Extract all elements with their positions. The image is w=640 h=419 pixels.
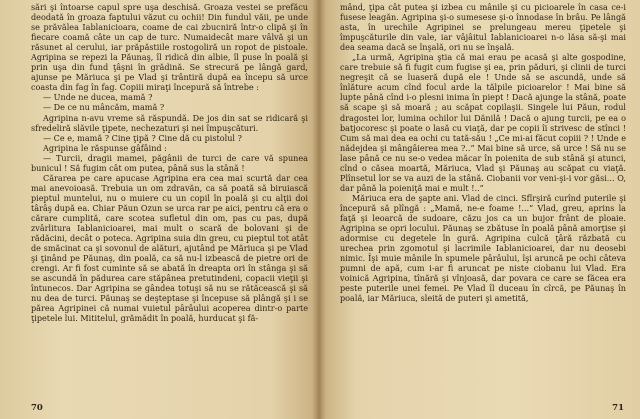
paragraph: — Ce e, mamă ? Cine ţipă ? Cine dă cu pistolul ? bbox=[43, 132, 242, 143]
paragraph: Agripina n-avu vreme să răspundă. De jos din sat se ridicară şi sfredeliră slăvile ţipete, nechezaturi şi nei împuşcături. bbox=[31, 112, 308, 133]
left-page-text bbox=[31, 2, 308, 324]
paragraph: Cărarea pe care apucase Agripina era cea mai scurtă dar cea mai anevoioasă. Trebuia un om zdravăn, ca să poată să biruiască pieptul muntelui, nu o muiere cu un copil în poală şi cu alţii doi târâş după ea. Chiar Păun Ozun se urca rar pe aici, pentru că era o cărare cumplită, care scotea sufletul din om, pas cu pas, după zvârlitura Iablanicioarei, mai mult o scară de bolovani şi de rădăcini, decât o poteca. Agripina suia din greu, cu pieptul tot atât de smăcinat ca şi sovonul de alături, ajutând pe Măriuca şi pe Vlad şi ţinând pe Păunaş, din poală, ca să nu-l izbească de pietre ori de crengi. Ar fi fost cuminte să se abată în dreapta ori în stânga şi să se ascundă în pădurea care stăpânea pretutindeni, copacii vieţii şi întunecos. Dar Agripina se gândea totuşi să nu se rătăcească şi să nu dea de turci. Păunaş se deşteptase şi începuse să plângă şi i se părea Agripinei că numai vuietul pârâului acoperea dintr-o parte ţipetele lui. Mititelul, grămădit în poală, hurducat şi fă- bbox=[31, 172, 308, 324]
page-number-left: 70 bbox=[31, 403, 43, 413]
paragraph: mând, ţipa cât putea şi izbea cu mânile şi cu picioarele în casa ce-i fusese leagăn. Agripina şi-o sumesese şi-o înnodase în brâu. Pe lângă asta, în urechile Agripinei se prelungeau mereu ţipetele şi împuşcăturile din vale, iar vâjâitul Iablanicioarei n-o lăsa să-şi mai dea seama dacă se înşală, ori nu se înşală. bbox=[340, 2, 626, 53]
paragraph: — Unde ne ducea, mamă ? bbox=[43, 92, 153, 103]
paragraph: sări şi întoarse capul spre uşa deschisă. Groaza vestei se prefăcu deodată în groaza faptului văzut cu ochii! Din fundul văii, pe unde se prăvălea Iablanicioara, coame de cai zbucniră într-o clipă şi în fiecare coamă câte un cap de turc. Numaidecât mare vâlvă şi un răsunet al cerului, iar prăpăstiile rostogoliră un ropot de pistoale. Agripina se repezi la Păunaş, îl ridică din albie, îl puse în poală şi prin uşa din fund ţâşni în grădină. Se strecură pe lângă gard, ajunse pe Măriuca şi pe Vlad şi trântiră după ea începu să urce coasta din fag în fag. Copiii miraţi începură să întrebe : bbox=[31, 2, 308, 93]
paragraph: — De ce nu mâncăm, mamă ? bbox=[43, 102, 165, 113]
right-page bbox=[318, 0, 640, 419]
paragraph: Agripina le răspunse gâfâind : bbox=[43, 142, 167, 153]
paragraph: — Turcii, dragii mamei, păgânii de turci de care vă spunea bunicul ! Să fugim cât om putea, până sus la stână ! bbox=[31, 152, 308, 173]
page-number-right: 71 bbox=[612, 403, 624, 413]
right-page-text bbox=[340, 2, 626, 303]
left-page bbox=[0, 0, 318, 419]
paragraph: „La urmă, Agripina ştia că mai erau pe acasă şi alte gospodine, care trebuie să fi fugit cum fugise şi ea, prin păduri, şi clinii de turci negreşit că se luaseră după ele ! Unde să se ascundă, unde să înlăture acum cînd focul arde la tălpile picioarelor ! Mai bine să lupte până cînd i-o plesni inima în piept ! Dacă ajunge la stână, poate să scape şi să moară ; au scăpat copilaşii. Singele lui Păun, rodul dragostei lor, lumina ochilor lui Dănilă ! Dacă o ajung turcii, pe ea o batjocoresc şi poate o lasă cu viaţă, dar pe copii îi strivesc de stînci ! Cum să mai dea ea ochi cu tată-său ! „Ce mi-ai făcut copiii ? ! Unde e nădejdea şi mângâierea mea ?..” Mai bine să urce, să urce ! Să nu se lase până ce nu se-o vedea măcar în poienita de sub stână şi atunci, cînd o căsea moartă, Măriuca, Vlad şi Păunaş au scăpat cu viaţă. Plînsetul lor se va auzi de la stână. Ciobanii vor veni-şi-i vor găsi... O, dar până la poieniţă mai e mult !..” bbox=[340, 52, 626, 193]
book-gutter bbox=[312, 0, 326, 419]
paragraph: Măriuca era de şapte ani. Vlad de cinci. Sfîrşiră curînd puterile şi începură să plîngă : „Mamă, ne-e foame !...” Vlad, greu, aprins la faţă şi leoarcă de sudoare, căzu jos ca un bujor frânt de ploaie. Agripina se opri locului. Păunaş se zbătuse în poală până amorţise şi adormise cu degetele în gură. Agripina culcă ţâră răzbată cu urechea prin zgomotul şi lacrimile Iablanicioarei, dar nu deosebi nimic. Îşi muie mânile în spumele pârâului, îşi aruncă pe ochi câteva pumni de apă, cum i-ar fi aruncat pe niste ciobanu lui Vlad. Era voinică Agripina, tînără şi vînjoasă, dar povara ce care se făcea era peste puterile unei femei. Pe Vlad îl duceau în cîrcă, pe Păunaş în poală, iar Măriuca, sleită de puteri şi ametită, bbox=[340, 192, 626, 304]
